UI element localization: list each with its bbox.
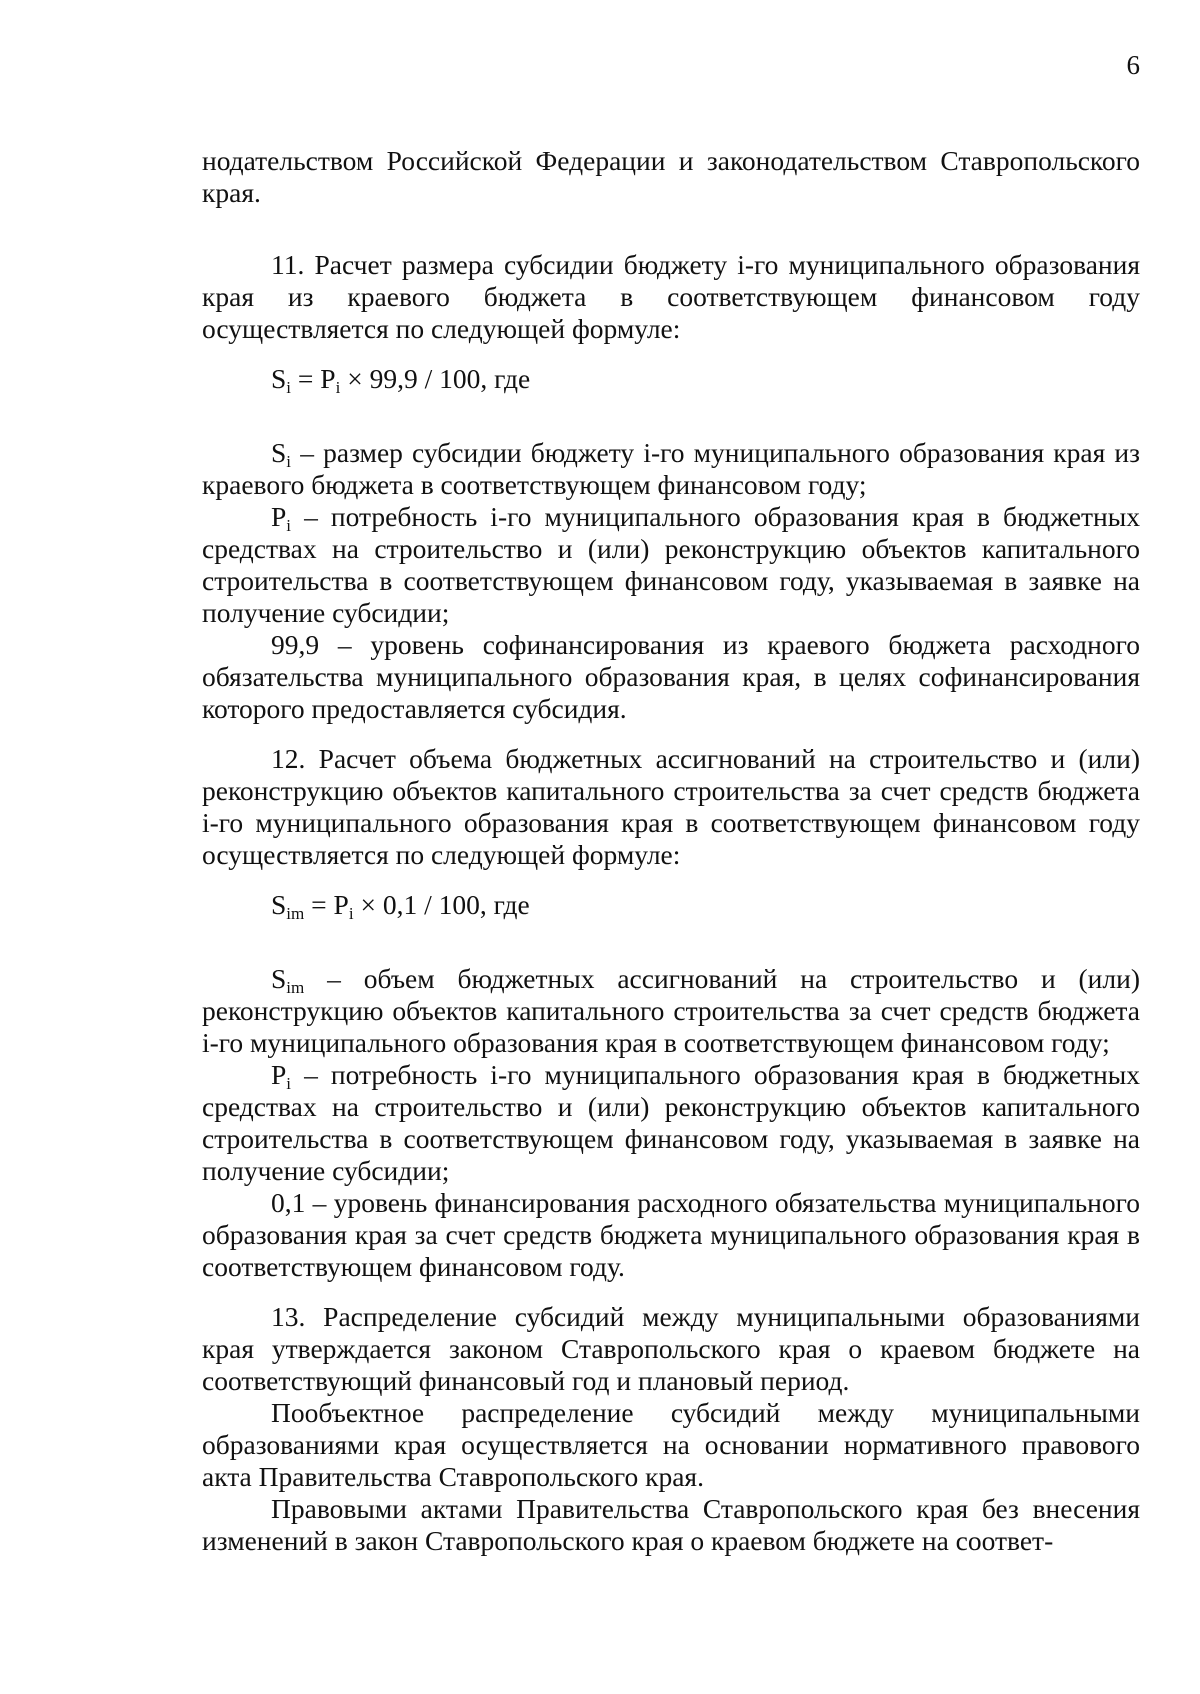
paragraph-13: 13. Распределение субсидий между муниципальными образованиями края утверждается законом Ставропольского края о краевом бюджете на соответствующий финансовый год и плановый период. xyxy=(202,1301,1140,1396)
document-body xyxy=(202,145,1140,1557)
paragraph-13-legal-acts: Правовыми актами Правительства Ставропольского края без внесения изменений в закон Ставропольского края о краевом бюджете на соответ- xyxy=(202,1493,1140,1556)
definition-99-9: 99,9 – уровень софинансирования из краевого бюджета расходного обязательства муниципального образования края, в целях софинансирования которого предоставляется субсидия. xyxy=(202,629,1140,724)
paragraph-13-object-distribution: Пообъектное распределение субсидий между муниципальными образованиями края осуществляется на основании нормативного правового акта Правительства Ставропольского края. xyxy=(202,1397,1140,1492)
paragraph-continuation: нодательством Российской Федерации и законодательством Ставропольского края. xyxy=(202,145,1140,208)
formula-si xyxy=(202,363,1140,395)
definition-pi-2 xyxy=(202,1059,1140,1187)
subscript-im: im xyxy=(286,903,305,923)
definition-sim-text: – объем бюджетных ассигнований на строительство и (или) реконструкцию объектов капитального строительства за счет средств бюджета i-го муниципального образования края в соответствующем финансовом году; xyxy=(202,963,1140,1058)
paragraph-11: 11. Расчет размера субсидии бюджету i-го муниципального образования края из краевого бюджета в соответствующем финансовом году осуществляется по следующей формуле: xyxy=(202,249,1140,344)
definition-si-text: – размер субсидии бюджету i-го муниципального образования края из краевого бюджета в соответствующем финансовом году; xyxy=(202,437,1140,500)
definition-pi-2-text: – потребность i-го муниципального образования края в бюджетных средствах на строительство и (или) реконструкцию объектов капитального строительства в соответствующем финансовом году, указываемая в заявке на получение субсидии; xyxy=(202,1059,1140,1186)
formula-si-tail: × 99,9 / 100, где xyxy=(340,363,531,394)
formula-sim-tail: × 0,1 / 100, где xyxy=(353,889,530,920)
subscript-im: im xyxy=(286,977,305,997)
definition-pi-text: – потребность i-го муниципального образования края в бюджетных средствах на строительство и (или) реконструкцию объектов капитального строительства в соответствующем финансовом году, указываемая в заявке на получение субсидии; xyxy=(202,501,1140,628)
subscript-i: i xyxy=(286,377,292,397)
definition-0-1: 0,1 – уровень финансирования расходного обязательства муниципального образования края за счет средств бюджета муниципального образования края в соответствующем финансовом году. xyxy=(202,1187,1140,1282)
formula-sim-equals: = P xyxy=(304,889,349,920)
symbol-s: S xyxy=(271,437,287,468)
symbol-s: S xyxy=(271,363,287,394)
symbol-s: S xyxy=(271,963,287,994)
paragraph-12: 12. Расчет объема бюджетных ассигнований на строительство и (или) реконструкцию объектов капитального строительства за счет средств бюджета i-го муниципального образования края в соответствующем финансовом году осуществляется по следующей формуле: xyxy=(202,743,1140,870)
subscript-i: i xyxy=(286,515,292,535)
definition-sim xyxy=(202,963,1140,1059)
subscript-i: i xyxy=(335,377,341,397)
symbol-s: S xyxy=(271,889,287,920)
formula-sim xyxy=(202,889,1140,921)
symbol-p: P xyxy=(271,1059,287,1090)
subscript-i: i xyxy=(348,903,354,923)
definition-pi xyxy=(202,501,1140,629)
formula-si-equals: = P xyxy=(291,363,336,394)
subscript-i: i xyxy=(286,1073,292,1093)
definition-si xyxy=(202,437,1140,501)
page-number: 6 xyxy=(1126,50,1140,80)
symbol-p: P xyxy=(271,501,287,532)
subscript-i: i xyxy=(286,451,292,471)
